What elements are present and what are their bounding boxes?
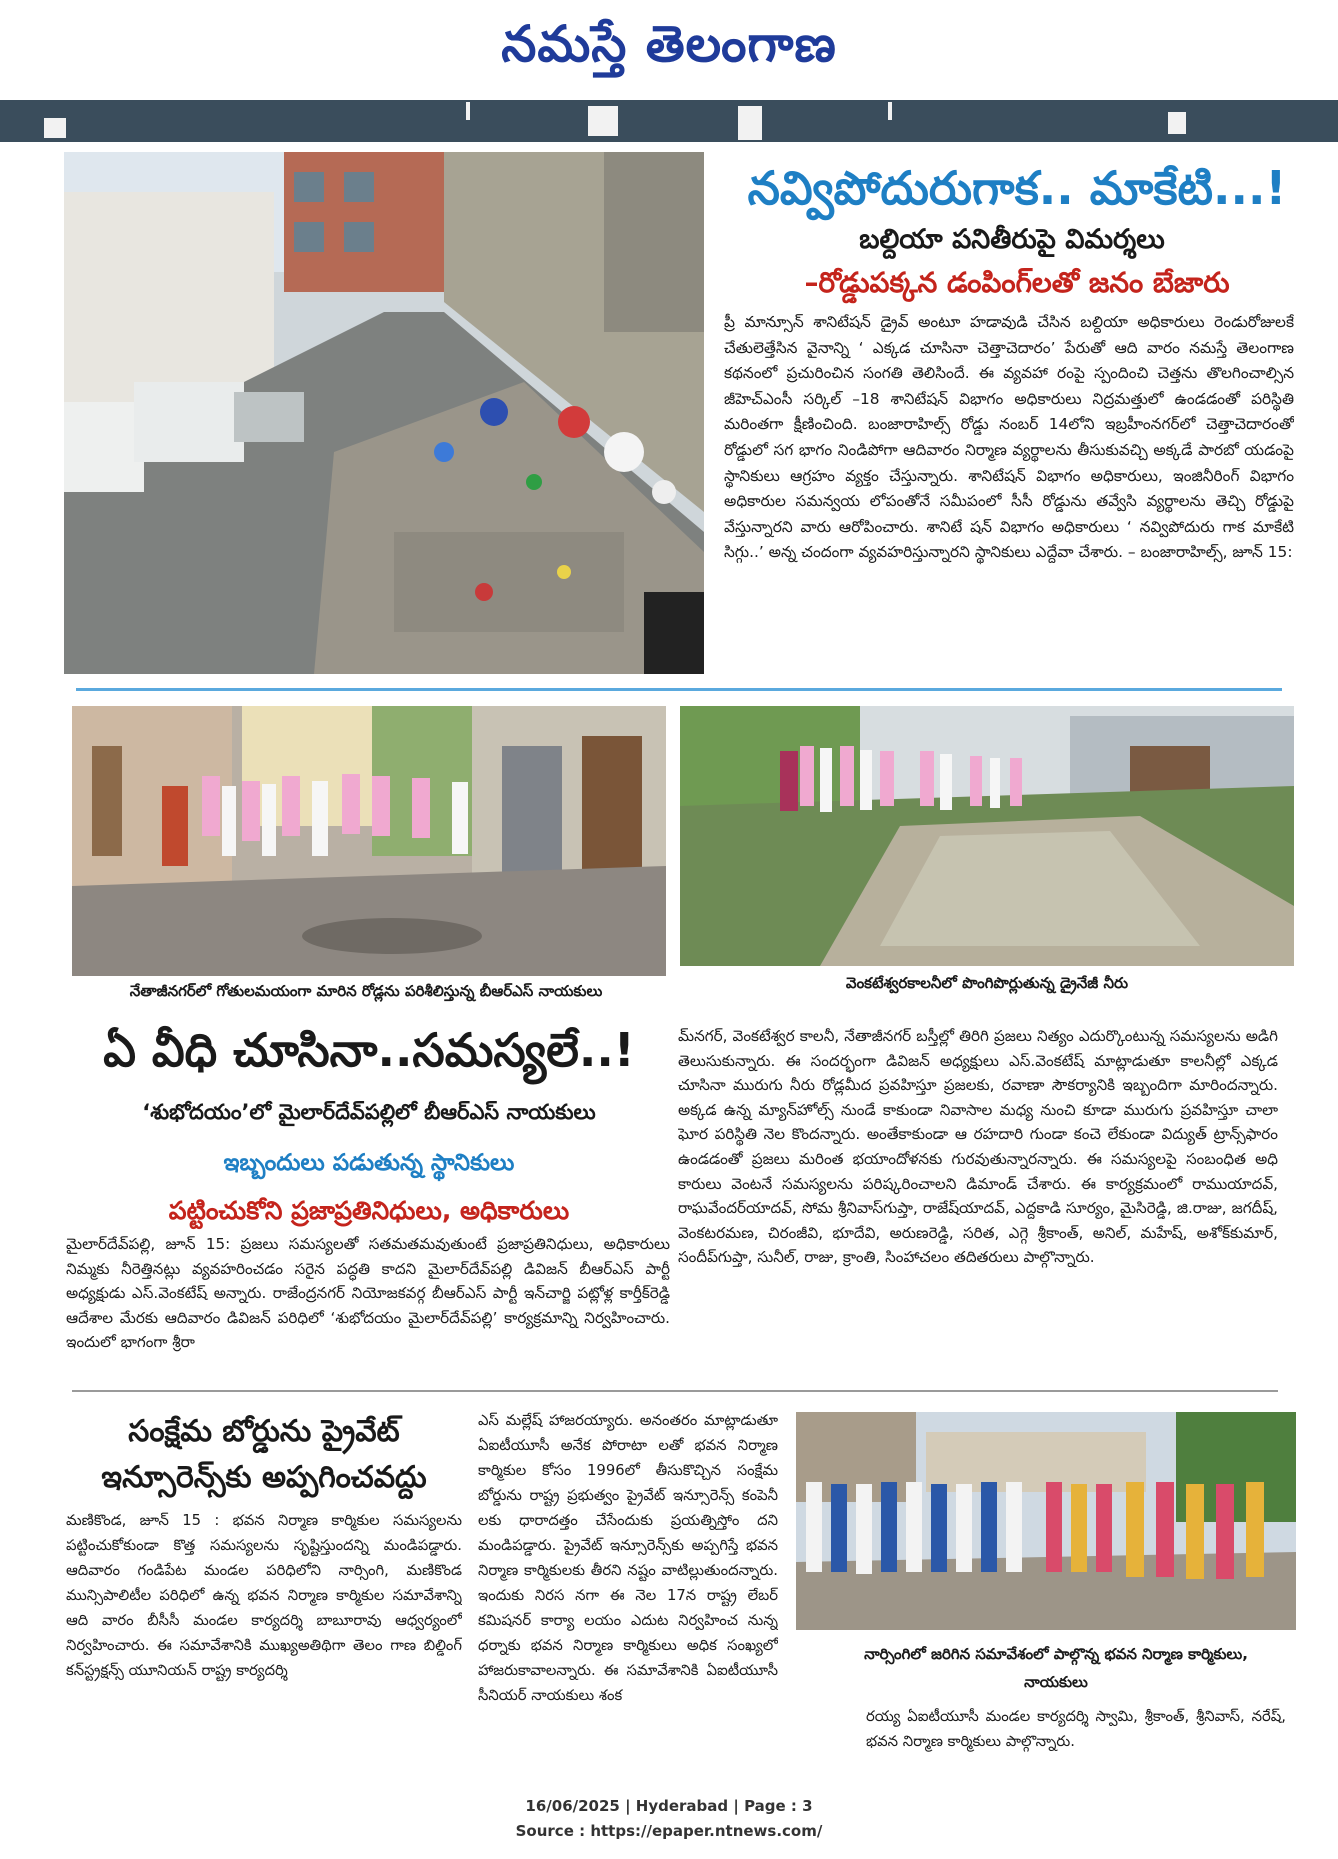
story2-body-left: మైలార్‌దేవ్‌పల్లి, జూన్ 15: ప్రజలు సమస్యలతో సతమతమవుతుంటే ప్రజాప్రతినిధులు, అధికారులు నిమ్మకు నీరెత్తినట్లు వ్యవహరించడం సరైన పద్ధతి కాదని మైలార్‌దేవ్‌పల్లి డివిజన్ బీఆర్ఎస్ పార్టీ అధ్యక్షుడు ఎస్.వెంకటేష్ అన్నారు. రాజేంద్రనగర్ నియోజకవర్గ బీఆర్ఎస్ పార్టీ ఇన్‌చార్జి పట్లోళ్ల కార్తీక్‌రెడ్డి ఆదేశాల మేరకు ఆదివారం డివిజన్ పరిధిలో ‘శుభోదయం మైలార్‌దేవ్‌పల్లి’ కార్యక్రమాన్ని నిర్వహించారు. ఇందులో భాగంగా శ్రీరా [66,1235,670,1352]
story2-subhead: ‘శుభోదయం’లో మైలార్‌దేవ్‌పల్లిలో బీఆర్ఎస్ నాయకులు [142,1100,596,1124]
venkateswara-colony-photo [680,706,1294,966]
top-banner-strip [0,100,1338,142]
masthead [0,0,1338,100]
story1-subhead: బల్దియా పనితీరుపై విమర్శలు [859,224,1165,255]
story3-headline-line1: సంక్షేమ బోర్డును ప్రైవేట్ [128,1414,400,1449]
story3-body-col2: ఎస్ మల్లేష్ హాజరయ్యారు. అనంతరం మాట్లాడుతూ ఏఐటీయూసీ అనేక పోరాటా లతో భవన నిర్మాణ కార్మికుల కోసం 1996లో తీసుకొచ్చిన సంక్షేమ బోర్డును రాష్ట్ర ప్రభుత్వం ప్రైవేట్ ఇన్సూరెన్స్ కంపెనీ లకు ధారాదత్తం చేసేందుకు ప్రయత్నిస్తోం దని మండిపడ్డారు. ప్రైవేట్ ఇన్సూరెన్స్‌కు అప్పగిస్తే భవన నిర్మాణ కార్మికులకు తీరని నష్టం వాటిల్లుతుందన్నారు. ఇందుకు నిరస నగా ఈ నెల 17న రాష్ట్ర లేబర్ కమిషనర్ కార్యా లయం ఎదుట నిర్వహించ నున్న ధర్నాకు భవన నిర్మాణ కార్మికులు అధిక సంఖ్యలో హాజరుకావాలన్నారు. ఈ సమావేశానికి ఏఐటీయూసీ సీనియర్ నాయకులు శంక [478,1412,778,1704]
story2-body-right: మ్‌నగర్, వెంకటేశ్వర కాలనీ, నేతాజీనగర్ బస్తీల్లో తిరిగి ప్రజలు నిత్యం ఎదుర్కొంటున్న సమస్యలను అడిగి తెలుసుకున్నారు. ఈ సందర్భంగా డివిజన్ అధ్యక్షులు ఎస్.వెంకటేష్ మాట్లాడుతూ కాలనీల్లో ఎక్కడ చూసినా మురుగు నీరు రోడ్లమీద ప్రవహిస్తూ ప్రజలకు, రవాణా సౌకర్యానికి ఇబ్బందిగా మారిందన్నారు. అక్కడ ఉన్న మ్యాన్‌హోల్స్ నుండే కాకుండా నివాసాల మధ్య నుంచి కూడా మురుగు ప్రవహిస్తూ చాలా ఘోర పరిస్థితి నెల కొందన్నారు. అంతేకాకుండా ఆ రహదారి గుండా కంచె లేకుండా విద్యుత్ ట్రాన్స్‌ఫారం ఉండడంతో ప్రజలు మరింత భయాందోళనకు గురవుతున్నారన్నారు. ఈ సమస్యలపై సంబంధిత అధి కారులు వెంటనే సమస్యలను పరిష్కరించాలని డిమాండ్ చేశారు. ఈ కార్యక్రమంలో రాముయాదవ్, రాఘవేందర్‌యాదవ్, సోమ శ్రీనివాస్‌గుప్తా, రాజేష్‌యాదవ్, ఎద్దకాడి సూర్యం, మైసిరెడ్డి, జి.రాజు, జగదీష్, వెంకటరమణ, చిరంజీవి, భూదేవి, అరుణరెడ్డి, సరిత, ఎగ్గె శ్రీకాంత్, అనిల్, మహేష్, అశోక్‌కుమార్, సందీప్‌గుప్తా, సునీల్, రాజు, క్రాంతి, సింహాచలం తదితరులు పాల్గొన్నారు. [678,1027,1278,1267]
story2-deck1: ఇబ్బందులు పడుతున్న స్థానికులు [223,1150,515,1176]
story3-body-col1: మణికొండ, జూన్ 15 : భవన నిర్మాణ కార్మికుల సమస్యలను పట్టించుకోకుండా కొత్త సమస్యలను సృష్టిస్తుందన్ని మండిపడ్డారు. ఆదివారం గండిపేట మండల పరిధిలోని నార్సింగి, మణికొండ మున్సిపాలిటీల పరిధిలో ఉన్న భవన నిర్మాణ కార్మికుల సమావేశాన్ని ఆది వారం బీసీసీ మండల కార్యదర్శి బాబూరావు ఆధ్వర్యంలో నిర్వహించారు. ఈ సమావేశానికి ముఖ్యఅతిథిగా తెలం గాణ బిల్డింగ్ కన్‌స్ట్రక్షన్స్ యూనియన్ రాష్ట్ర కార్యదర్శి [66,1512,462,1679]
section-divider [76,688,1282,691]
story3-headline-line2: ఇన్సూరెన్స్‌కు అప్పగించవద్దు [101,1460,427,1495]
garbage-dump-photo [64,152,704,674]
story3-body-col3: రయ్య ఏఐటీయూసీ మండల కార్యదర్శి స్వామి, శ్రీకాంత్, శ్రీనివాస్, నరేష్, భవన నిర్మాణ కార్మికులు పాల్గొన్నారు. [866,1708,1286,1750]
footer-date-edition: 16/06/2025 | Hyderabad | Page : 3 [525,1797,813,1815]
story1-deck: –రోడ్డుపక్కన డంపింగ్‌లతో జనం బేజారు [804,266,1230,299]
footer-source: Source : https://epaper.ntnews.com/ [515,1822,823,1840]
section-divider-2 [72,1390,1278,1392]
narsingi-meeting-photo [796,1412,1296,1630]
netaji-nagar-caption: నేతాజీనగర్‌లో గోతులమయంగా మారిన రోడ్లను పరిశీలిస్తున్న బీఆర్ఎస్ నాయకులు [129,982,603,1000]
netaji-nagar-photo [72,706,666,976]
narsingi-meeting-caption: నార్సింగిలో జరిగిన సమావేశంలో పాల్గొన్న భవన నిర్మాణ కార్మికులు, నాయకులు [864,1645,1248,1691]
newspaper-title: నమస్తే తెలంగాణ [501,14,837,73]
venkateswara-colony-caption: వెంకటేశ్వరకాలనీలో పొంగిపొర్లుతున్న డ్రైనేజీ నీరు [845,974,1129,992]
story2-headline: ఏ వీధి చూసినా..సమస్యలే..! [103,1023,635,1077]
story1-body: ప్రీ మాన్సూన్ శానిటేషన్ డ్రైవ్ అంటూ హడావుడి చేసిన బల్దియా అధికారులు రెండురోజులకే చేతులెత్తేసిన వైనాన్ని ‘ ఎక్కడ చూసినా చెత్తాచెదారం’ పేరుతో ఆది వారం నమస్తే తెలంగాణ కథనంలో ప్రచురించిన సంగతి తెలిసిందే. ఈ వ్యవహా రంపై స్పందించి చెత్తను తొలగించాల్సిన జీహెచ్ఎంసీ సర్కిల్ –18 శానిటేషన్ విభాగం అధికారులు నిద్రమత్తులో ఉండడంతో పరిస్థితి మరింతగా క్షీణించింది. బంజారాహిల్స్ రోడ్డు నంబర్ 14లోని ఇబ్రహీంనగర్‌లో చెత్తాచెదారంతో రోడ్డులో సగ భాగం నిండిపోగా ఆదివారం నిర్మాణ వ్యర్థాలను తీసుకువచ్చి అక్కడే పారబో యడంపై స్థానికులు ఆగ్రహం వ్యక్తం చేస్తున్నారు. శానిటేషన్ విభాగం అధికారులు, ఇంజినీరింగ్ విభాగం అధికారుల సమన్వయ లోపంతోనే సమీపంలో సీసీ రోడ్డును తవ్వేసి వ్యర్థాలను తెచ్చి రోడ్డుపై వేస్తున్నారని వారు ఆరోపించారు. శానిటే షన్ విభాగం అధికారులు ‘ నవ్విపోదురు గాక మాకేటి సిగ్గు..’ అన్న చందంగా వ్యవహరిస్తున్నారని స్థానికులు ఎద్దేవా చేశారు. – బంజారాహిల్స్, జూన్ 15: [724,313,1294,562]
story1-headline: నవ్విపోదురుగాక.. మాకేటి...! [747,161,1287,215]
story2-deck2: పట్టించుకోని ప్రజాప్రతినిధులు, అధికారులు [168,1196,570,1225]
